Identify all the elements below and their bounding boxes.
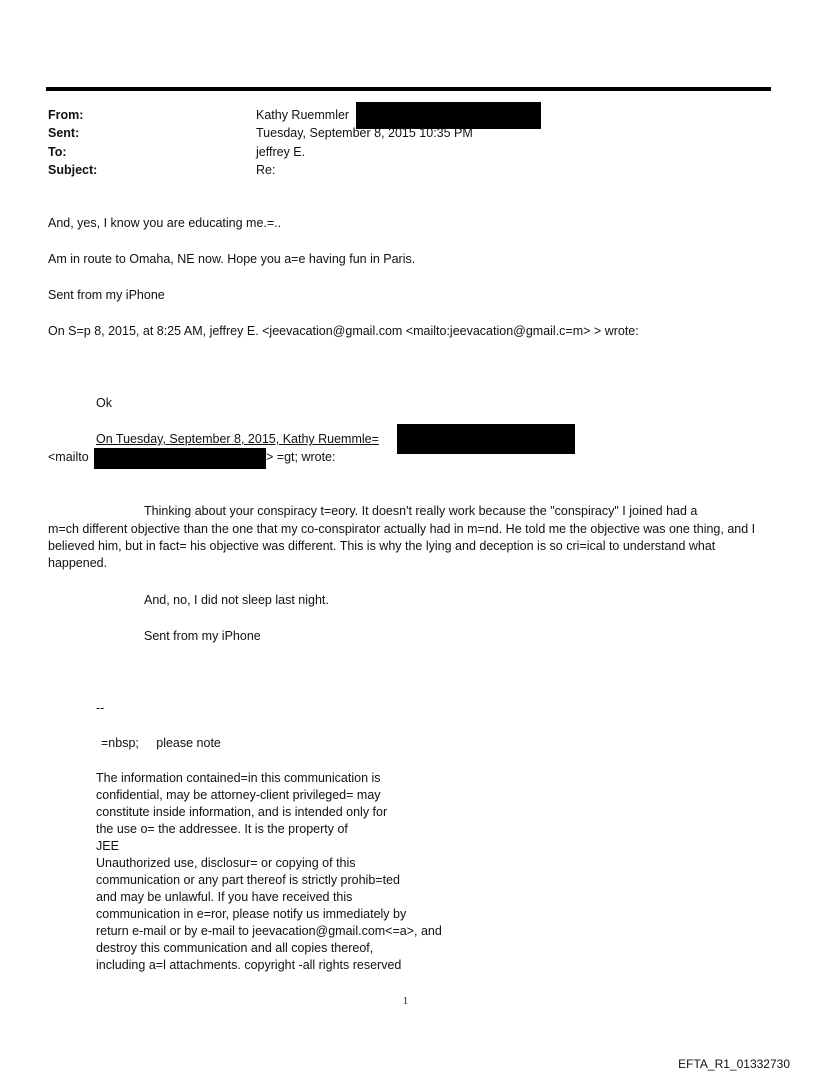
body-line-omaha: Am in route to Omaha, NE now. Hope you a=e having fun in Paris.: [48, 252, 416, 266]
notice-line: including a=l attachments. copyright -all rights reserved: [96, 958, 402, 972]
from-value: Kathy Ruemmler: [256, 108, 350, 122]
to-label: To:: [48, 145, 67, 159]
notice-line: destroy this communication and all copies thereof,: [96, 941, 374, 955]
notice-line: the use o= the addressee. It is the property of: [96, 822, 348, 836]
from-label: From:: [48, 108, 84, 122]
notice-line: communication in e=ror, please notify us immediately by: [96, 907, 407, 921]
notice-line: Unauthorized use, disclosur= or copying of this: [96, 856, 356, 870]
quoted-ok: Ok: [96, 396, 112, 410]
quoted-mailto-suffix: > =gt; wrote:: [266, 450, 336, 464]
notice-line: and may be unlawful. If you have received this: [96, 890, 353, 904]
header-rule: [46, 87, 771, 91]
body-line-educating: And, yes, I know you are educating me.=..: [48, 216, 282, 230]
notice-line: JEE: [96, 839, 119, 853]
redaction-block-email: [397, 424, 575, 454]
subject-label: Subject:: [48, 163, 98, 177]
to-value: jeffrey E.: [256, 145, 306, 159]
subject-value: Re:: [256, 163, 276, 177]
redaction-block-from: [356, 102, 541, 129]
signature-dashes: --: [96, 701, 105, 715]
redaction-block-mailto: [94, 448, 266, 469]
please-note: =nbsp; please note: [101, 736, 221, 750]
notice-line: confidential, may be attorney-client privileged= may: [96, 788, 381, 802]
bates-number: EFTA_R1_01332730: [678, 1057, 790, 1071]
body-line-on-wrote: On S=p 8, 2015, at 8:25 AM, jeffrey E. <jeevacation@gmail.com <mailto:jeevacation@gmail.c=m> > wrote:: [48, 324, 639, 338]
quoted-paragraph-rest: m=ch different objective than the one that my co-conspirator actually had in m=nd. He told me the objective was one thing, and I believed him, but in fact= his objective was different. This is why the lying and deception is so cri=ical to understand what happened.: [48, 522, 756, 570]
quoted-no-sleep: And, no, I did not sleep last night.: [144, 593, 329, 607]
quoted-paragraph-first-line: Thinking about your conspiracy t=eory. It doesn't really work because the "conspiracy" I joined had a: [144, 504, 698, 518]
body-line-sent-from: Sent from my iPhone: [48, 288, 165, 302]
sent-label: Sent:: [48, 126, 80, 140]
notice-line: The information contained=in this communication is: [96, 771, 381, 785]
sent-value: Tuesday, September 8, 2015 10:35 PM: [256, 126, 473, 140]
notice-line: return e-mail or by e-mail to jeevacation@gmail.com<=a>, and: [96, 924, 442, 938]
notice-line: constitute inside information, and is intended only for: [96, 805, 388, 819]
notice-line: communication or any part thereof is strictly prohib=ted: [96, 873, 400, 887]
quoted-on-line: On Tuesday, September 8, 2015, Kathy Ruemmle=: [96, 432, 379, 446]
page-number: 1: [403, 996, 408, 1007]
quoted-sent-from: Sent from my iPhone: [144, 629, 261, 643]
quoted-mailto-prefix: <mailto: [48, 450, 89, 464]
